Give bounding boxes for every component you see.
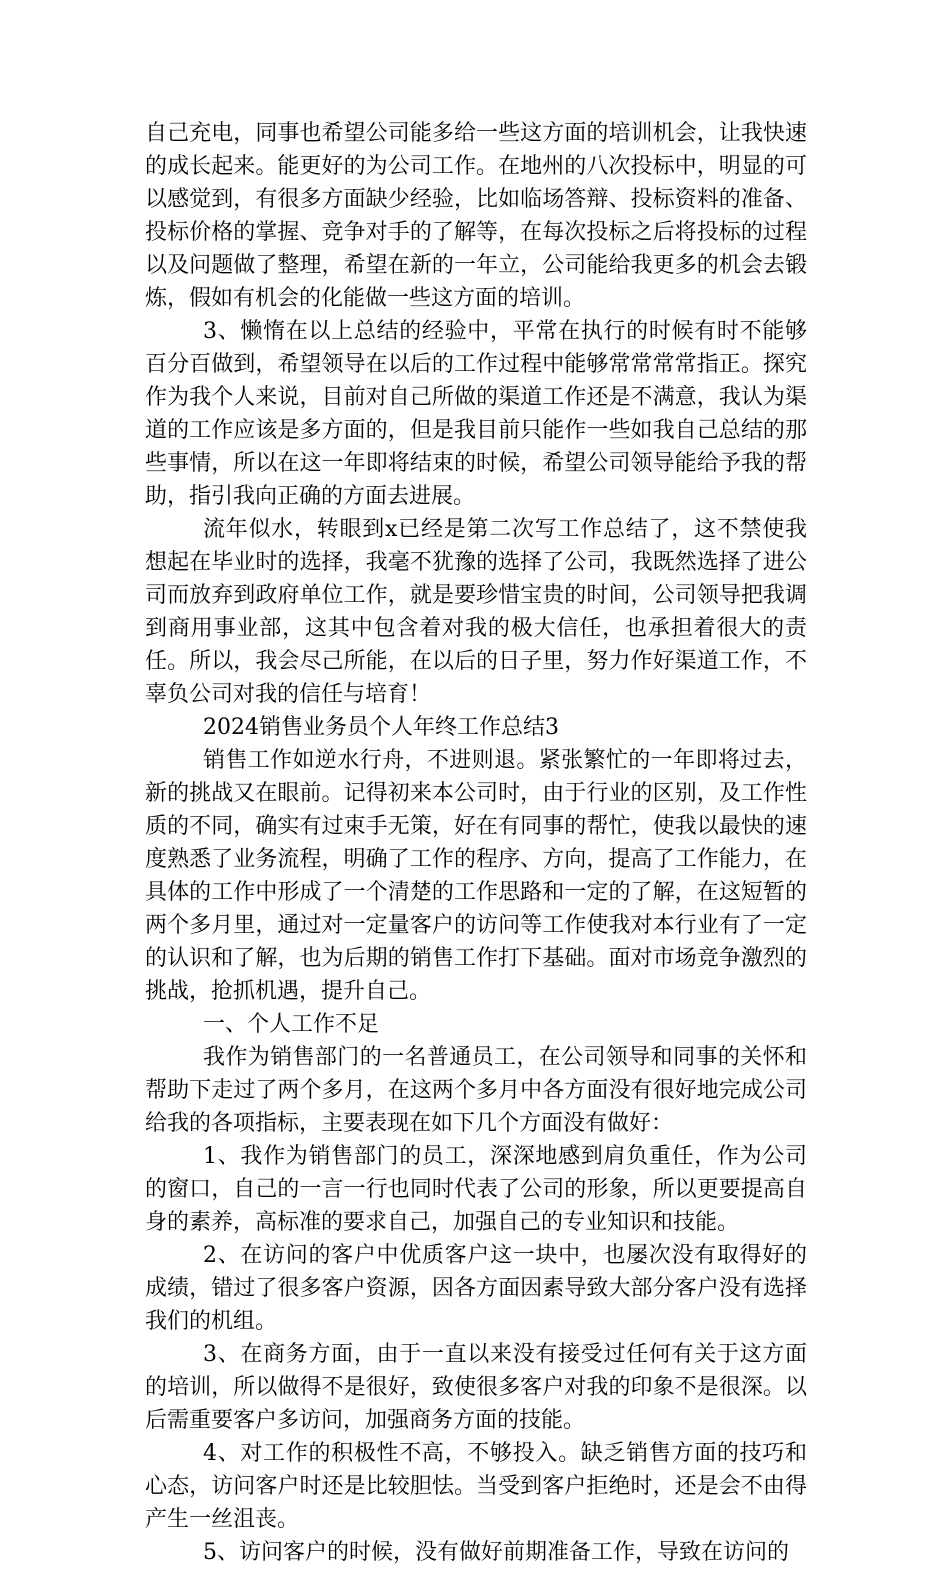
- document-page: [145, 117, 807, 1569]
- subsection-heading: 一、个人工作不足: [203, 1012, 380, 1037]
- paragraph-1: 自己充电，同事也希望公司能多给一些这方面的培训机会，让我快速的成长起来。能更好的为公司工作。在地州的八次投标中，明显的可以感觉到，有很多方面缺少经验，比如临场答辩、投标资料的准备、投标价格的掌握、竞争对手的了解等，在每次投标之后将投标的过程以及问题做了整理，希望在新的一年立，公司能给我更多的机会去锻炼，假如有机会的化能做一些这方面的培训。: [145, 121, 807, 311]
- list-item-3: 3、在商务方面，由于一直以来没有接受过任何有关于这方面的培训，所以做得不是很好，致使很多客户对我的印象不是很深。以后需重要客户多访问，加强商务方面的技能。: [145, 1342, 807, 1433]
- list-item-5: 5、访问客户的时候，没有做好前期准备工作，导致在访问的: [203, 1540, 789, 1565]
- paragraph-5: 我作为销售部门的一名普通员工，在公司领导和同事的关怀和帮助下走过了两个多月，在这两个多月中各方面没有很好地完成公司给我的各项指标，主要表现在如下几个方面没有做好：: [145, 1045, 807, 1136]
- paragraph-4: 销售工作如逆水行舟，不进则退。紧张繁忙的一年即将过去，新的挑战又在眼前。记得初来本公司时，由于行业的区别，及工作性质的不同，确实有过束手无策，好在有同事的帮忙，使我以最快的速度熟悉了业务流程，明确了工作的程序、方向，提高了工作能力，在具体的工作中形成了一个清楚的工作思路和一定的了解，在这短暂的两个多月里，通过对一定量客户的访问等工作使我对本行业有了一定的认识和了解，也为后期的销售工作打下基础。面对市场竞争激烈的挑战，抢抓机遇，提升自己。: [145, 748, 807, 1004]
- paragraph-2: 3、懒惰在以上总结的经验中，平常在执行的时候有时不能够百分百做到，希望领导在以后的工作过程中能够常常常常指正。探究作为我个人来说，目前对自己所做的渠道工作还是不满意，我认为渠道的工作应该是多方面的，但是我目前只能作一些如我自己总结的那些事情，所以在这一年即将结束的时候，希望公司领导能给予我的帮助，指引我向正确的方面去进展。: [145, 319, 807, 509]
- list-item-1: 1、我作为销售部门的员工，深深地感到肩负重任，作为公司的窗口，自己的一言一行也同时代表了公司的形象，所以更要提高自身的素养，高标准的要求自己，加强自己的专业知识和技能。: [145, 1144, 807, 1235]
- section-title: 2024销售业务员个人年终工作总结3: [203, 715, 559, 740]
- list-item-4: 4、对工作的积极性不高，不够投入。缺乏销售方面的技巧和心态，访问客户时还是比较胆怯。当受到客户拒绝时，还是会不由得产生一丝沮丧。: [145, 1441, 807, 1532]
- paragraph-3: 流年似水，转眼到x已经是第二次写工作总结了，这不禁使我想起在毕业时的选择，我毫不犹豫的选择了公司，我既然选择了进公司而放弃到政府单位工作，就是要珍惜宝贵的时间，公司领导把我调到商用事业部，这其中包含着对我的极大信任，也承担着很大的责任。所以，我会尽己所能，在以后的日子里，努力作好渠道工作，不辜负公司对我的信任与培育！: [145, 517, 807, 707]
- list-item-2: 2、在访问的客户中优质客户这一块中，也屡次没有取得好的成绩，错过了很多客户资源，因各方面因素导致大部分客户没有选择我们的机组。: [145, 1243, 807, 1334]
